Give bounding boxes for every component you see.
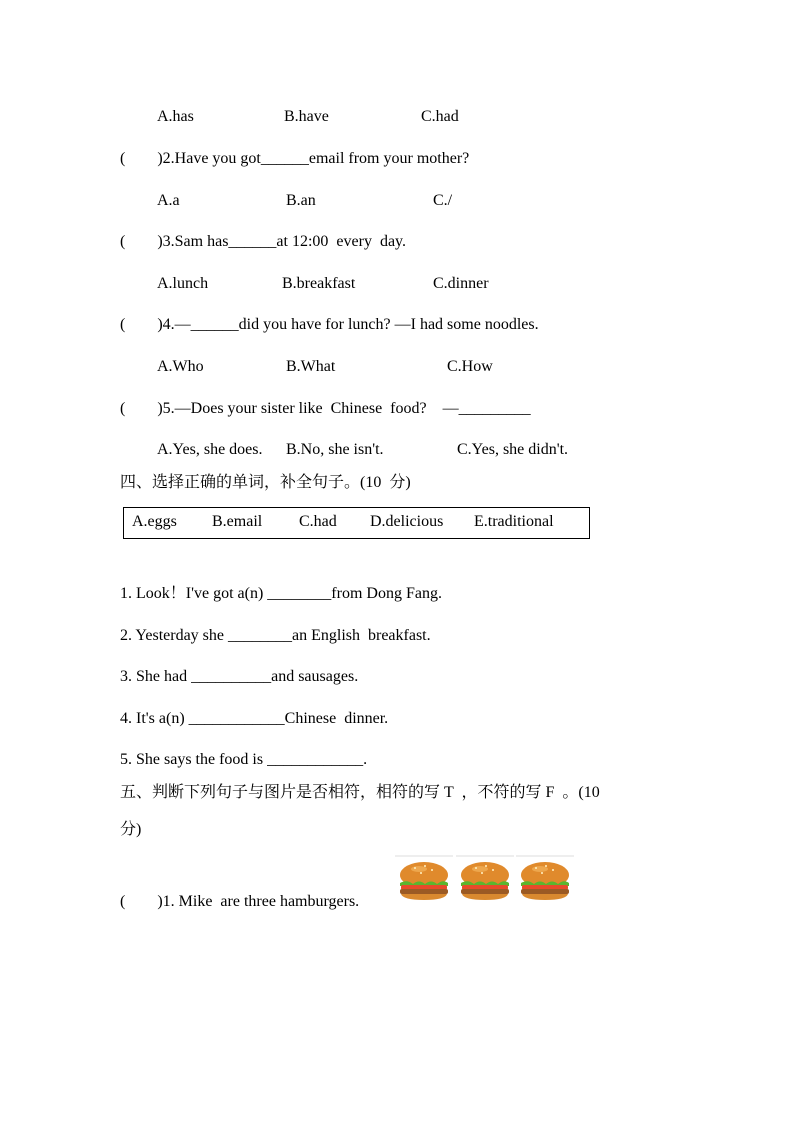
fill-sentence-2: 2. Yesterday she ________an English breakfast. (120, 627, 431, 644)
question-3: ( )3.Sam has______at 12:00 every day. (120, 233, 407, 250)
hamburger-icon (456, 855, 514, 903)
q2-option-a: A.a (157, 192, 180, 209)
section-5-heading: 五、判断下列句子与图片是否相符，相符的写 T ，不符的写 F 。(10 (120, 784, 600, 801)
q4-option-c: C.How (447, 358, 493, 375)
option-a: A.has (157, 108, 194, 125)
fill-sentence-1: 1. Look！I've got a(n) ________from Dong Fang. (120, 585, 442, 602)
word-bank-item: C.had (299, 513, 337, 530)
q5-option-b: B.No, she isn't. (286, 441, 384, 458)
q3-option-a: A.lunch (157, 275, 209, 292)
q2-option-b: B.an (286, 192, 316, 209)
word-bank-item: B.email (212, 513, 263, 530)
section-4-heading: 四、选择正确的单词，补全句子。(10 分) (120, 474, 411, 491)
question-2: ( )2.Have you got______email from your mother? (120, 150, 470, 167)
hamburger-pictures (395, 855, 575, 903)
q5-option-c: C.Yes, she didn't. (457, 441, 569, 458)
hamburger-icon (395, 855, 453, 903)
q2-option-c: C./ (433, 192, 453, 209)
fill-sentence-4: 4. It's a(n) ____________Chinese dinner. (120, 710, 389, 727)
hamburger-icon (516, 855, 574, 903)
question-4: ( )4.—______did you have for lunch? —I had some noodles. (120, 316, 539, 333)
fill-sentence-5: 5. She says the food is ____________. (120, 751, 368, 768)
word-bank-item: A.eggs (132, 513, 177, 530)
option-b: B.have (284, 108, 329, 125)
fill-sentence-3: 3. She had __________and sausages. (120, 668, 359, 685)
q4-option-b: B.What (286, 358, 336, 375)
question-5: ( )5.—Does your sister like Chinese food? —_________ (120, 400, 531, 417)
option-c: C.had (421, 108, 459, 125)
word-bank-box (123, 507, 590, 539)
section-5-heading-cont: 分) (120, 821, 142, 838)
word-bank-item: E.traditional (474, 513, 554, 530)
q4-option-a: A.Who (157, 358, 204, 375)
q3-option-c: C.dinner (433, 275, 489, 292)
q5-option-a: A.Yes, she does. (157, 441, 263, 458)
q3-option-b: B.breakfast (282, 275, 356, 292)
word-bank-item: D.delicious (370, 513, 444, 530)
judge-question-1: ( )1. Mike are three hamburgers. (120, 893, 360, 910)
